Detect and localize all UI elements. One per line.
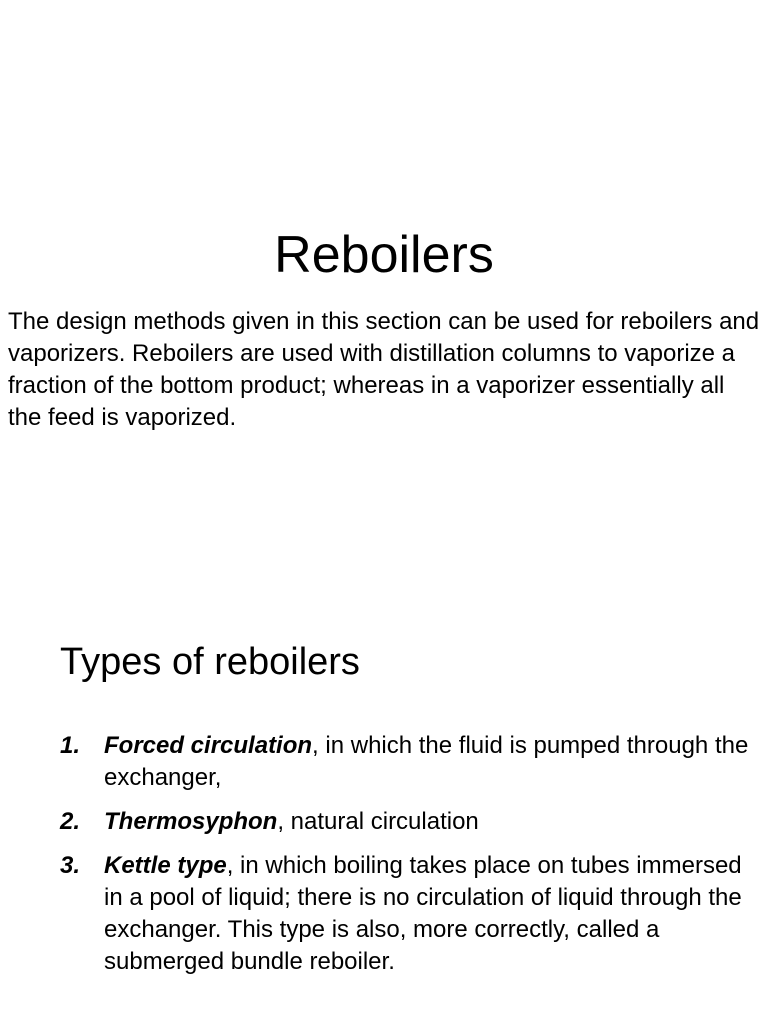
intro-paragraph: The design methods given in this section can be used for reboilers and vaporizers. Reboilers are used with distillation columns to vaporize a fraction of the bottom product; whereas in a vaporizer essentially all the feed is vaporized. — [8, 308, 760, 431]
list-item-forced-circulation — [60, 730, 750, 794]
slide-types-of-reboilers — [0, 512, 768, 1024]
list-item-kettle-type — [60, 850, 750, 978]
list-item-text — [104, 850, 750, 978]
list-item-term: Thermosyphon — [104, 808, 278, 835]
list-item-description: , natural circulation — [277, 808, 479, 835]
slide-title: Reboilers — [274, 226, 494, 284]
list-item-text — [104, 730, 750, 794]
list-item-term: Kettle type — [104, 852, 227, 879]
section-heading: Types of reboilers — [60, 641, 360, 683]
list-item-term: Forced circulation — [104, 732, 313, 759]
list-item-text — [104, 806, 750, 838]
list-item-description: , in which the fluid is pumped through the exchanger, — [104, 732, 749, 791]
list-number: 1. — [60, 732, 81, 759]
list-item-description: , in which boiling takes place on tubes immersed in a pool of liquid; there is no circulation of liquid through the exchanger. This type is also, more correctly, called a submerged bundle reboiler. — [104, 852, 742, 975]
reboiler-types-list — [60, 730, 750, 990]
list-number: 2. — [60, 808, 81, 835]
list-number: 3. — [60, 852, 81, 879]
list-item-thermosyphon — [60, 806, 750, 838]
